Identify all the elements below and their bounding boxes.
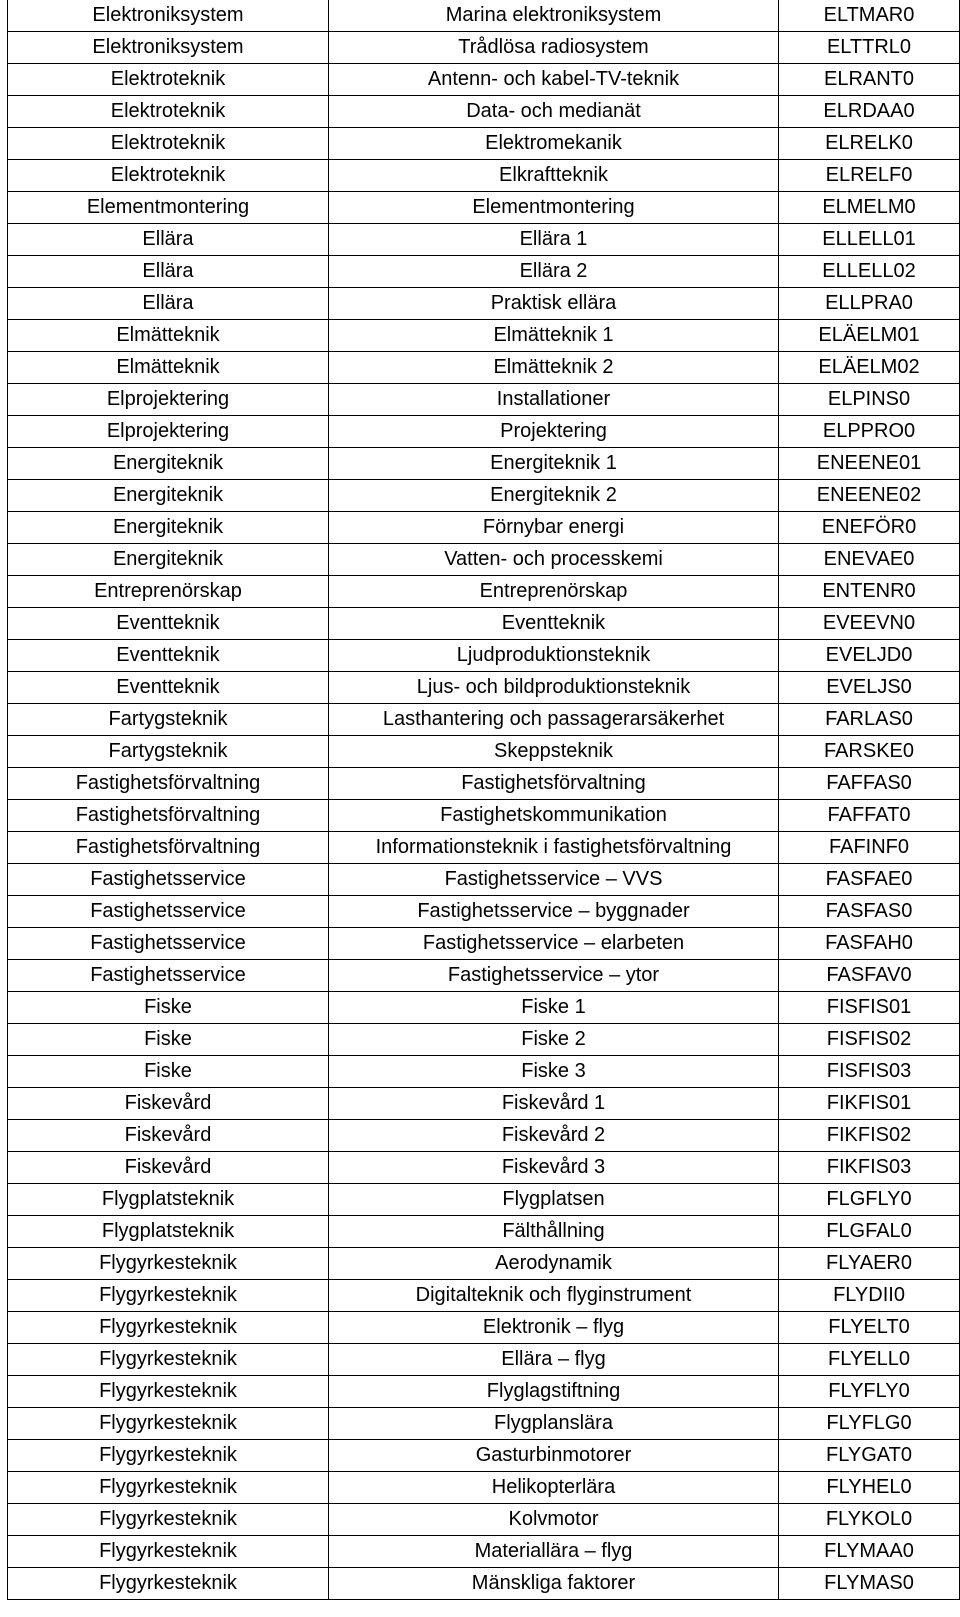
subject-cell: Energiteknik [8,448,329,480]
table-row [8,32,960,64]
course-code-cell: FISFIS02 [779,1024,960,1056]
course-code-cell: ELLELL02 [779,256,960,288]
course-code-cell: ELÄELM01 [779,320,960,352]
subject-cell: Fiskevård [8,1152,329,1184]
subject-cell: Flygyrkesteknik [8,1408,329,1440]
course-code-cell: ENEFÖR0 [779,512,960,544]
course-code-cell: ENEVAE0 [779,544,960,576]
subject-cell: Fiske [8,992,329,1024]
course-code-cell: ELRELK0 [779,128,960,160]
table-row [8,896,960,928]
course-name-cell: Fiskevård 3 [329,1152,779,1184]
course-name-cell: Fiskevård 2 [329,1120,779,1152]
subject-cell: Fiskevård [8,1088,329,1120]
table-row [8,992,960,1024]
table-row [8,1440,960,1472]
subject-cell: Fastighetsförvaltning [8,800,329,832]
subject-cell: Entreprenörskap [8,576,329,608]
course-code-cell: FLYMAA0 [779,1536,960,1568]
course-name-cell: Elektromekanik [329,128,779,160]
course-code-cell: ELTMAR0 [779,0,960,32]
subject-cell: Fiske [8,1056,329,1088]
course-name-cell: Fastighetsservice – VVS [329,864,779,896]
course-name-cell: Ljus- och bildproduktionsteknik [329,672,779,704]
table-row [8,1248,960,1280]
course-name-cell: Fastighetsförvaltning [329,768,779,800]
table-row [8,288,960,320]
table-row [8,1504,960,1536]
subject-cell: Flygyrkesteknik [8,1472,329,1504]
table-row [8,320,960,352]
table-row [8,1536,960,1568]
table-row [8,1312,960,1344]
table-row [8,1280,960,1312]
course-name-cell: Elmätteknik 2 [329,352,779,384]
table-row [8,1120,960,1152]
table-row [8,1088,960,1120]
subject-cell: Flygyrkesteknik [8,1376,329,1408]
course-name-cell: Elkraftteknik [329,160,779,192]
course-code-cell: FLYHEL0 [779,1472,960,1504]
table-row [8,832,960,864]
subject-cell: Elprojektering [8,416,329,448]
course-code-cell: FLGFLY0 [779,1184,960,1216]
table-row [8,768,960,800]
course-name-cell: Ljudproduktionsteknik [329,640,779,672]
course-name-cell: Helikopterlära [329,1472,779,1504]
table-row [8,1184,960,1216]
subject-cell: Flygyrkesteknik [8,1440,329,1472]
course-name-cell: Fastighetsservice – elarbeten [329,928,779,960]
course-code-cell: FLYAER0 [779,1248,960,1280]
course-code-cell: ELRANT0 [779,64,960,96]
subject-cell: Elektroteknik [8,160,329,192]
course-name-cell: Fiske 3 [329,1056,779,1088]
subject-cell: Flygyrkesteknik [8,1568,329,1600]
table-row [8,960,960,992]
course-name-cell: Materiallära – flyg [329,1536,779,1568]
course-code-cell: ENEENE02 [779,480,960,512]
table-row [8,256,960,288]
table-row [8,800,960,832]
subject-cell: Energiteknik [8,544,329,576]
subject-cell: Fiske [8,1024,329,1056]
course-code-cell: FISFIS01 [779,992,960,1024]
table-row [8,736,960,768]
course-code-cell: FLYGAT0 [779,1440,960,1472]
course-name-cell: Fiskevård 1 [329,1088,779,1120]
table-row [8,512,960,544]
course-name-cell: Flygplanslära [329,1408,779,1440]
table-row [8,1216,960,1248]
subject-cell: Flygyrkesteknik [8,1504,329,1536]
course-code-cell: FLYFLY0 [779,1376,960,1408]
table-row [8,1056,960,1088]
course-code-cell: FASFAE0 [779,864,960,896]
course-name-cell: Flyglagstiftning [329,1376,779,1408]
table-row [8,480,960,512]
course-code-cell: FLYMAS0 [779,1568,960,1600]
subject-cell: Eventteknik [8,640,329,672]
course-name-cell: Marina elektroniksystem [329,0,779,32]
subject-cell: Flygyrkesteknik [8,1312,329,1344]
course-table-body [8,0,960,1600]
table-row [8,1472,960,1504]
table-row [8,1152,960,1184]
course-name-cell: Gasturbinmotorer [329,1440,779,1472]
subject-cell: Energiteknik [8,480,329,512]
course-name-cell: Energiteknik 2 [329,480,779,512]
course-name-cell: Data- och medianät [329,96,779,128]
course-name-cell: Fälthållning [329,1216,779,1248]
subject-cell: Elmätteknik [8,352,329,384]
subject-cell: Elektroteknik [8,64,329,96]
table-row [8,384,960,416]
table-row [8,96,960,128]
subject-cell: Elektroteknik [8,96,329,128]
course-code-cell: ELPPRO0 [779,416,960,448]
course-code-cell: FIKFIS01 [779,1088,960,1120]
subject-cell: Fastighetsförvaltning [8,768,329,800]
course-code-cell: ELPINS0 [779,384,960,416]
table-row [8,608,960,640]
course-name-cell: Installationer [329,384,779,416]
course-code-cell: EVELJD0 [779,640,960,672]
course-code-cell: FASFAH0 [779,928,960,960]
subject-cell: Ellära [8,256,329,288]
course-code-cell: ENEENE01 [779,448,960,480]
subject-cell: Fastighetsservice [8,928,329,960]
course-name-cell: Fiske 2 [329,1024,779,1056]
course-code-cell: ELMELM0 [779,192,960,224]
table-row [8,0,960,32]
course-name-cell: Elmätteknik 1 [329,320,779,352]
course-name-cell: Fastighetsservice – byggnader [329,896,779,928]
course-name-cell: Entreprenörskap [329,576,779,608]
course-name-cell: Lasthantering och passagerarsäkerhet [329,704,779,736]
table-row [8,1408,960,1440]
course-code-cell: FLYELT0 [779,1312,960,1344]
course-name-cell: Fiske 1 [329,992,779,1024]
course-name-cell: Ellära 1 [329,224,779,256]
course-code-cell: FLYDII0 [779,1280,960,1312]
table-row [8,416,960,448]
subject-cell: Elektroteknik [8,128,329,160]
course-code-cell: FLYFLG0 [779,1408,960,1440]
course-name-cell: Kolvmotor [329,1504,779,1536]
course-code-cell: ELRDAA0 [779,96,960,128]
course-table [7,0,960,1600]
subject-cell: Flygplatsteknik [8,1184,329,1216]
course-code-cell: FIKFIS03 [779,1152,960,1184]
subject-cell: Elektroniksystem [8,0,329,32]
table-row [8,1024,960,1056]
subject-cell: Eventteknik [8,672,329,704]
course-code-cell: FASFAV0 [779,960,960,992]
course-name-cell: Elementmontering [329,192,779,224]
course-code-cell: FAFFAT0 [779,800,960,832]
course-code-cell: FLYELL0 [779,1344,960,1376]
course-name-cell: Antenn- och kabel-TV-teknik [329,64,779,96]
course-name-cell: Ellära – flyg [329,1344,779,1376]
course-name-cell: Digitalteknik och flyginstrument [329,1280,779,1312]
course-code-cell: FISFIS03 [779,1056,960,1088]
course-name-cell: Vatten- och processkemi [329,544,779,576]
course-code-cell: FLYKOL0 [779,1504,960,1536]
course-code-cell: ENTENR0 [779,576,960,608]
course-name-cell: Skeppsteknik [329,736,779,768]
subject-cell: Ellära [8,288,329,320]
course-code-cell: ELTTRL0 [779,32,960,64]
table-row [8,704,960,736]
table-row [8,1376,960,1408]
table-row [8,160,960,192]
table-row [8,64,960,96]
course-code-cell: FLGFAL0 [779,1216,960,1248]
course-code-cell: FIKFIS02 [779,1120,960,1152]
subject-cell: Elementmontering [8,192,329,224]
course-code-cell: EVELJS0 [779,672,960,704]
course-name-cell: Eventteknik [329,608,779,640]
table-row [8,448,960,480]
course-name-cell: Förnybar energi [329,512,779,544]
course-code-cell: FARLAS0 [779,704,960,736]
course-code-cell: ELÄELM02 [779,352,960,384]
course-code-cell: FAFFAS0 [779,768,960,800]
course-name-cell: Energiteknik 1 [329,448,779,480]
table-row [8,864,960,896]
subject-cell: Eventteknik [8,608,329,640]
table-row [8,1568,960,1600]
subject-cell: Fiskevård [8,1120,329,1152]
table-row [8,928,960,960]
course-name-cell: Aerodynamik [329,1248,779,1280]
subject-cell: Elprojektering [8,384,329,416]
course-code-cell: FAFINF0 [779,832,960,864]
course-code-cell: FARSKE0 [779,736,960,768]
subject-cell: Fartygsteknik [8,704,329,736]
subject-cell: Fastighetsservice [8,864,329,896]
course-name-cell: Flygplatsen [329,1184,779,1216]
subject-cell: Flygyrkesteknik [8,1280,329,1312]
table-row [8,1344,960,1376]
course-code-cell: ELRELF0 [779,160,960,192]
subject-cell: Fastighetsservice [8,960,329,992]
course-name-cell: Fastighetsservice – ytor [329,960,779,992]
subject-cell: Elektroniksystem [8,32,329,64]
course-name-cell: Fastighetskommunikation [329,800,779,832]
subject-cell: Elmätteknik [8,320,329,352]
course-name-cell: Praktisk ellära [329,288,779,320]
subject-cell: Flygyrkesteknik [8,1248,329,1280]
course-code-cell: FASFAS0 [779,896,960,928]
table-row [8,544,960,576]
subject-cell: Flygyrkesteknik [8,1344,329,1376]
subject-cell: Energiteknik [8,512,329,544]
course-name-cell: Ellära 2 [329,256,779,288]
table-row [8,576,960,608]
subject-cell: Flygyrkesteknik [8,1536,329,1568]
course-name-cell: Trådlösa radiosystem [329,32,779,64]
table-row [8,224,960,256]
course-code-cell: ELLELL01 [779,224,960,256]
table-row [8,672,960,704]
table-row [8,352,960,384]
subject-cell: Ellära [8,224,329,256]
course-code-cell: EVEEVN0 [779,608,960,640]
course-name-cell: Mänskliga faktorer [329,1568,779,1600]
course-name-cell: Informationsteknik i fastighetsförvaltning [329,832,779,864]
subject-cell: Fartygsteknik [8,736,329,768]
table-row [8,192,960,224]
subject-cell: Fastighetsförvaltning [8,832,329,864]
subject-cell: Flygplatsteknik [8,1216,329,1248]
course-code-cell: ELLPRA0 [779,288,960,320]
course-name-cell: Projektering [329,416,779,448]
table-row [8,128,960,160]
table-row [8,640,960,672]
subject-cell: Fastighetsservice [8,896,329,928]
course-name-cell: Elektronik – flyg [329,1312,779,1344]
